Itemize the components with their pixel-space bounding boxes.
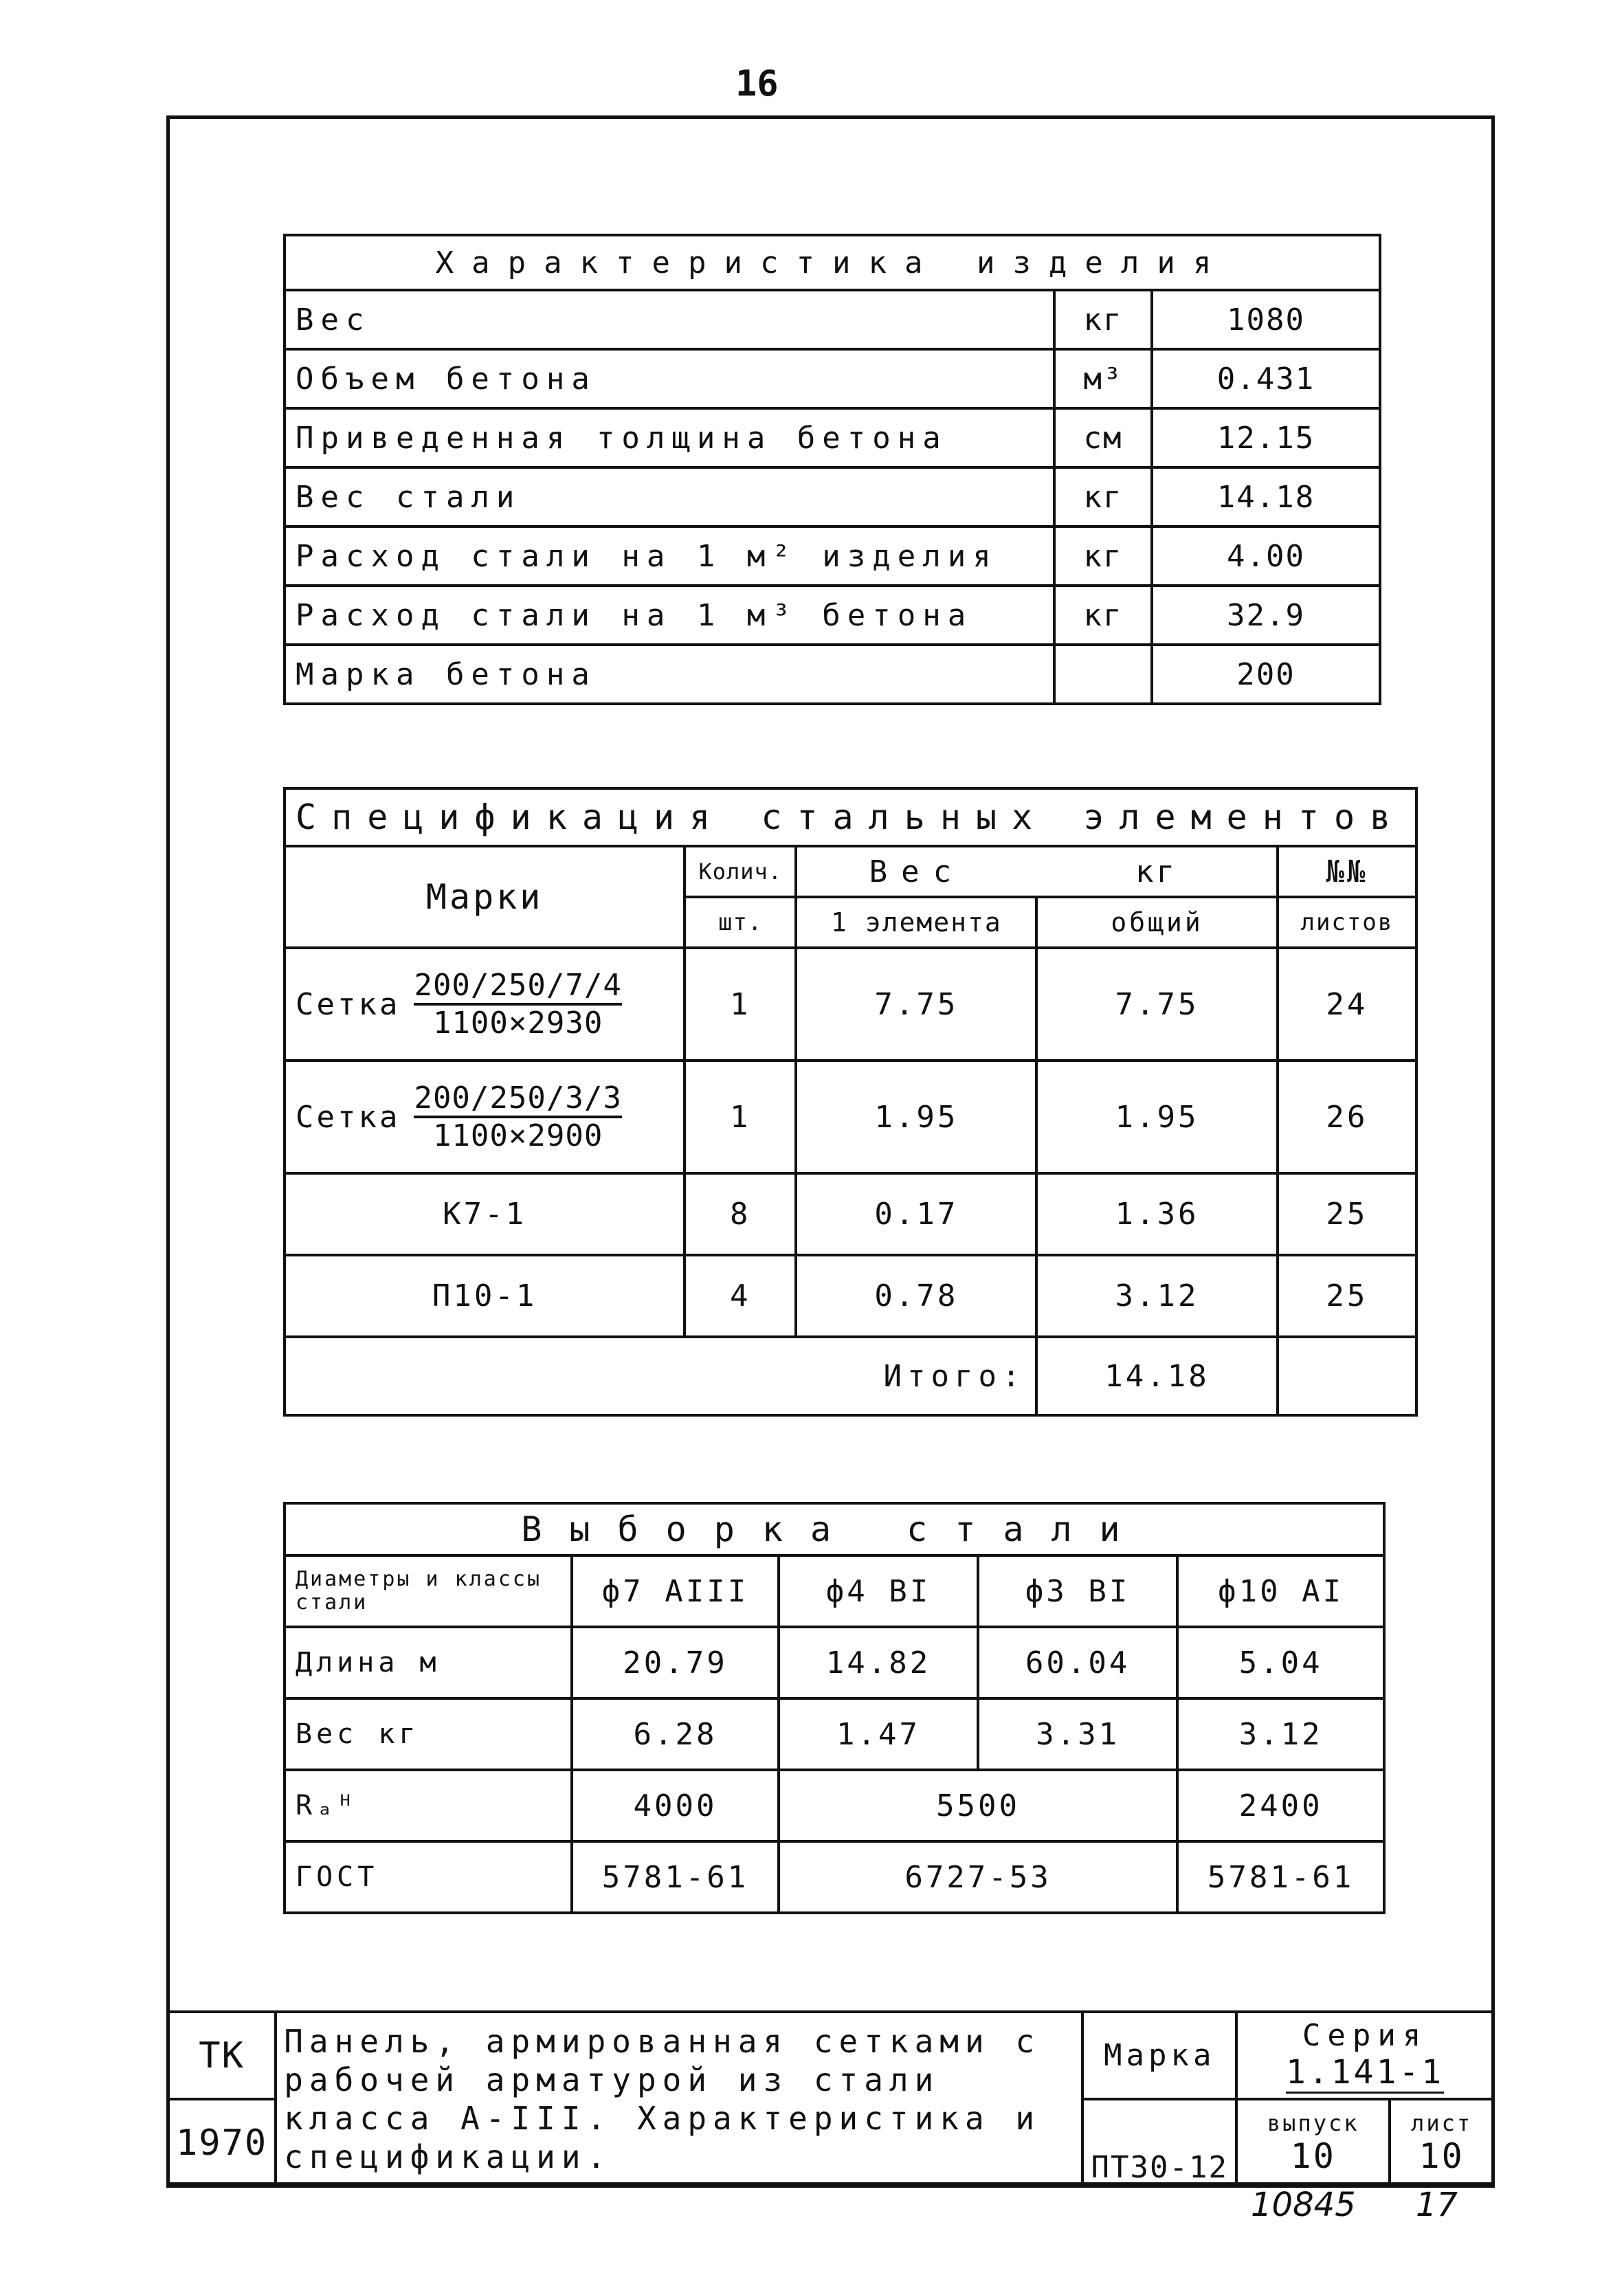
mark-name: Сетка xyxy=(296,986,401,1022)
mark-fraction xyxy=(414,968,621,1041)
row-label: Приведенная толщина бетона xyxy=(285,408,1054,467)
sheet-value: 10 xyxy=(1419,2136,1465,2176)
year-label: 1970 xyxy=(168,2099,276,2186)
row-label: Марка бетона xyxy=(285,645,1054,704)
archive-number: 10845 xyxy=(1251,2186,1356,2224)
sheet-cell xyxy=(1390,2099,1493,2186)
per-element-cell: 0.17 xyxy=(796,1173,1036,1255)
table-title: Выборка стали xyxy=(285,1503,1384,1555)
total-cell: 7.75 xyxy=(1036,948,1277,1061)
footer-page: 17 xyxy=(1416,2186,1458,2224)
row-value: 32.9 xyxy=(1152,586,1380,645)
issue-cell xyxy=(1236,2099,1390,2186)
issue-label: выпуск xyxy=(1267,2109,1359,2136)
table-cell: 5781-61 xyxy=(1177,1841,1384,1913)
row-value: 0.431 xyxy=(1152,349,1380,408)
header-qty: Колич. xyxy=(685,846,796,897)
table-title: Характеристика изделия xyxy=(285,235,1380,290)
sheet-cell: 25 xyxy=(1278,1255,1417,1337)
qty-cell: 1 xyxy=(685,1061,796,1173)
table-cell: 5.04 xyxy=(1177,1627,1384,1698)
table-cell: 60.04 xyxy=(978,1627,1177,1698)
table-cell: 4000 xyxy=(572,1770,779,1841)
row-label: Объем бетона xyxy=(285,349,1054,408)
header-qty-unit: шт. xyxy=(685,897,796,948)
row-unit: кг xyxy=(1054,526,1152,586)
table-cell: 14.82 xyxy=(779,1627,978,1698)
table-row xyxy=(285,645,1380,704)
table-row xyxy=(285,1841,1384,1913)
product-characteristics-table xyxy=(283,234,1381,705)
fraction-top: 200/250/3/3 xyxy=(414,1080,621,1118)
total-cell: 1.95 xyxy=(1036,1061,1277,1173)
steel-specification-table xyxy=(283,787,1418,1417)
table-cell: 6.28 xyxy=(572,1698,779,1770)
series-label: Серия xyxy=(1302,2017,1428,2053)
table-row xyxy=(285,1627,1384,1698)
mark-label: Марка xyxy=(1082,2012,1236,2099)
table-row xyxy=(285,1698,1384,1770)
table-row xyxy=(285,408,1380,467)
table-cell: 5500 xyxy=(779,1770,1177,1841)
header-marks: Марки xyxy=(285,846,685,948)
table-row xyxy=(285,467,1380,526)
row-value: 1080 xyxy=(1152,290,1380,349)
row-unit: см xyxy=(1054,408,1152,467)
per-element-cell: 1.95 xyxy=(796,1061,1036,1173)
table-cell: 20.79 xyxy=(572,1627,779,1698)
table-row xyxy=(285,526,1380,586)
row-label: Вес стали xyxy=(285,467,1054,526)
fraction-bottom: 1100×2900 xyxy=(432,1118,603,1153)
total-cell: 3.12 xyxy=(1036,1255,1277,1337)
table-row xyxy=(285,948,1416,1061)
table-row xyxy=(285,1061,1416,1173)
header-total: общий xyxy=(1036,897,1277,948)
per-element-cell: 7.75 xyxy=(796,948,1036,1061)
table-row xyxy=(285,586,1380,645)
empty-cell xyxy=(1278,1337,1417,1415)
total-label: Итого: xyxy=(285,1337,1036,1415)
row-label: Расход стали на 1 м³ бетона xyxy=(285,586,1054,645)
column-header: ф3 ВI xyxy=(978,1555,1177,1627)
mark-name: Сетка xyxy=(296,1099,401,1135)
row-label: Вес xyxy=(285,290,1054,349)
row-label: Длина м xyxy=(285,1627,572,1698)
table-cell: 6727-53 xyxy=(779,1841,1177,1913)
table-cell: 1.47 xyxy=(779,1698,978,1770)
row-label: ГОСТ xyxy=(285,1841,572,1913)
per-element-cell: 0.78 xyxy=(796,1255,1036,1337)
sheet-cell: 25 xyxy=(1278,1173,1417,1255)
total-cell: 1.36 xyxy=(1036,1173,1277,1255)
drawing-title: Панель, армированная сетками с рабочей арматурой из стали класса А-III. Характеристика и спецификации. xyxy=(276,2012,1082,2186)
header-sheets: листов xyxy=(1278,897,1417,948)
mark-name: П10-1 xyxy=(285,1255,685,1337)
tk-label: ТК xyxy=(168,2012,276,2099)
header-per-element: 1 элемента xyxy=(796,897,1036,948)
table-title: Спецификация стальных элементов xyxy=(285,788,1416,846)
table-row xyxy=(285,349,1380,408)
title-block xyxy=(166,2010,1495,2188)
series-cell xyxy=(1236,2012,1493,2099)
row-label: Вес кг xyxy=(285,1698,572,1770)
steel-selection-table xyxy=(283,1502,1386,1914)
row-unit: м³ xyxy=(1054,349,1152,408)
column-header: ф10 АI xyxy=(1177,1555,1384,1627)
row-label: Rₐᴴ xyxy=(285,1770,572,1841)
row-value: 12.15 xyxy=(1152,408,1380,467)
row-unit: кг xyxy=(1054,290,1152,349)
row-value: 14.18 xyxy=(1152,467,1380,526)
row-unit: кг xyxy=(1054,586,1152,645)
qty-cell: 1 xyxy=(685,948,796,1061)
qty-cell: 8 xyxy=(685,1173,796,1255)
table-cell: 5781-61 xyxy=(572,1841,779,1913)
mark-name: К7-1 xyxy=(285,1173,685,1255)
table-row xyxy=(285,1173,1416,1255)
mark-cell xyxy=(285,948,685,1061)
row-label: Расход стали на 1 м² изделия xyxy=(285,526,1054,586)
header-weight: Вес xyxy=(796,846,1036,897)
row-value: 200 xyxy=(1152,645,1380,704)
row-value: 4.00 xyxy=(1152,526,1380,586)
sheet-cell: 24 xyxy=(1278,948,1417,1061)
table-row xyxy=(285,1255,1416,1337)
page-number: 16 xyxy=(735,63,779,104)
header-sheet-nums: №№ xyxy=(1278,846,1417,897)
header-diameters: Диаметры и классы стали xyxy=(285,1555,572,1627)
total-row xyxy=(285,1337,1416,1415)
issue-value: 10 xyxy=(1290,2136,1336,2176)
table-cell: 3.31 xyxy=(978,1698,1177,1770)
sheet-label: лист xyxy=(1411,2109,1473,2136)
table-cell: 3.12 xyxy=(1177,1698,1384,1770)
total-value: 14.18 xyxy=(1036,1337,1277,1415)
mark-fraction xyxy=(414,1080,621,1153)
sheet-cell: 26 xyxy=(1278,1061,1417,1173)
row-unit xyxy=(1054,645,1152,704)
series-value: 1.141-1 xyxy=(1286,2053,1444,2094)
table-row xyxy=(285,1770,1384,1841)
column-header: ф7 АIII xyxy=(572,1555,779,1627)
table-row xyxy=(285,290,1380,349)
header-weight-unit: кг xyxy=(1036,846,1277,897)
fraction-bottom: 1100×2930 xyxy=(432,1006,603,1041)
mark-value: ПТ30-12 xyxy=(1082,2099,1236,2186)
fraction-top: 200/250/7/4 xyxy=(414,968,621,1006)
qty-cell: 4 xyxy=(685,1255,796,1337)
column-header: ф4 ВI xyxy=(779,1555,978,1627)
row-unit: кг xyxy=(1054,467,1152,526)
table-cell: 2400 xyxy=(1177,1770,1384,1841)
mark-cell xyxy=(285,1061,685,1173)
